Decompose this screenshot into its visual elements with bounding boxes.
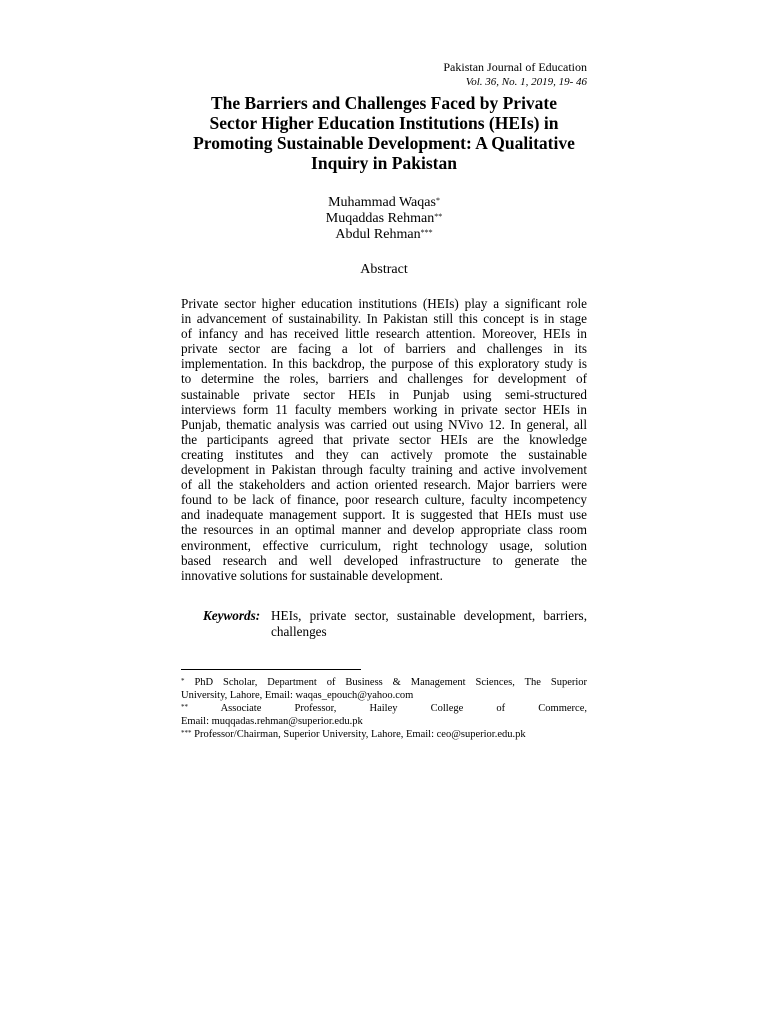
footnote-text: University, Lahore, Email: waqas_epouch@yahoo.com (181, 690, 414, 701)
abstract-line: based research and well developed infrastructure to generate the (181, 552, 587, 568)
footnote-divider (181, 669, 361, 670)
footnote-text: PhD Scholar, Department of Business & Management Sciences, The Superior (194, 677, 588, 688)
footnote-text: Associate Professor, Hailey College of Commerce, (220, 703, 587, 714)
abstract-line: and inadequate management support. It is suggested that HEIs must use (181, 507, 587, 523)
abstract-line: to determine the roles, barriers and challenges for development of (181, 371, 587, 387)
footnote (181, 702, 587, 728)
author-mark: *** (420, 228, 433, 237)
abstract-line: the participants agreed that private sector HEIs are the knowledge (181, 431, 587, 447)
author (0, 195, 768, 211)
journal-header (443, 60, 587, 90)
paper-title (160, 93, 608, 173)
title-line: Promoting Sustainable Development: A Qualitative (193, 133, 575, 153)
footnote-mark: ** (181, 703, 188, 711)
footnote-text: Professor/Chairman, Superior University, Lahore, Email: ceo@superior.edu.pk (194, 729, 526, 740)
abstract-line: found to be lack of finance, poor research culture, faculty incompetency (181, 492, 587, 508)
abstract-heading: Abstract (360, 262, 408, 277)
footnote-mark: *** (181, 729, 192, 737)
abstract-line: in advancement of sustainability. In Pakistan still this concept is in stage (181, 311, 587, 327)
author (0, 227, 768, 243)
author-name: Abdul Rehman (335, 227, 421, 242)
title-line: The Barriers and Challenges Faced by Private (210, 93, 558, 113)
abstract-line: of all the stakeholders and action oriented research. Major barriers were (181, 477, 587, 493)
abstract-line: implementation. In this backdrop, the purpose of this exploratory study is (181, 356, 587, 372)
footnote (181, 728, 587, 741)
abstract-line: environment, effective curriculum, right technology usage, solution (181, 537, 587, 553)
abstract-line: interviews form 11 faculty members working in private sector HEIs in (181, 401, 587, 417)
abstract-line: of infancy and has received little research attention. Moreover, HEIs in (181, 326, 587, 342)
journal-name: Pakistan Journal of Education (443, 60, 587, 74)
footnotes (181, 676, 587, 741)
footnote-line (181, 715, 587, 728)
author (0, 211, 768, 227)
keywords-line: HEIs, private sector, sustainable development, barriers, (271, 608, 587, 623)
keywords-label: Keywords: (203, 608, 261, 623)
abstract-body (181, 296, 587, 583)
title-line: Sector Higher Education Institutions (HEIs) in (209, 113, 559, 133)
footnote-mark: * (181, 677, 185, 685)
author-name: Muhammad Waqas (328, 195, 436, 210)
abstract-line: Punjab, thematic analysis was carried out using NVivo 12. In general, all (181, 416, 587, 432)
footnote-text: Email: muqqadas.rehman@superior.edu.pk (181, 716, 363, 727)
keywords (203, 608, 587, 640)
author-list (0, 195, 768, 243)
title-line: Inquiry in Pakistan (311, 153, 457, 173)
author-name: Muqaddas Rehman (325, 211, 435, 226)
keywords-line: challenges (271, 624, 327, 639)
abstract-line: creating institutes and they can actively promote the sustainable (181, 446, 587, 462)
author-mark: ** (434, 212, 443, 221)
keywords-text (271, 608, 587, 640)
footnote-line (181, 689, 587, 702)
abstract-line: sustainable private sector HEIs in Punjab using semi-structured (181, 386, 587, 402)
footnote-line (181, 702, 587, 715)
footnote (181, 676, 587, 702)
footnote-line (181, 728, 587, 741)
abstract-line: private sector are facing a lot of barriers and challenges in its (181, 341, 587, 357)
journal-volume: Vol. 36, No. 1, 2019, 19- 46 (465, 76, 587, 88)
abstract-line: the resources in an optimal manner and develop appropriate class room (181, 522, 587, 538)
footnote-line (181, 676, 587, 689)
author-mark: * (435, 196, 440, 205)
abstract-line: Private sector higher education institutions (HEIs) play a significant role (181, 296, 587, 311)
abstract-line: innovative solutions for sustainable development. (181, 567, 443, 583)
abstract-line: development in Pakistan through faculty training and active involvement (181, 462, 587, 478)
